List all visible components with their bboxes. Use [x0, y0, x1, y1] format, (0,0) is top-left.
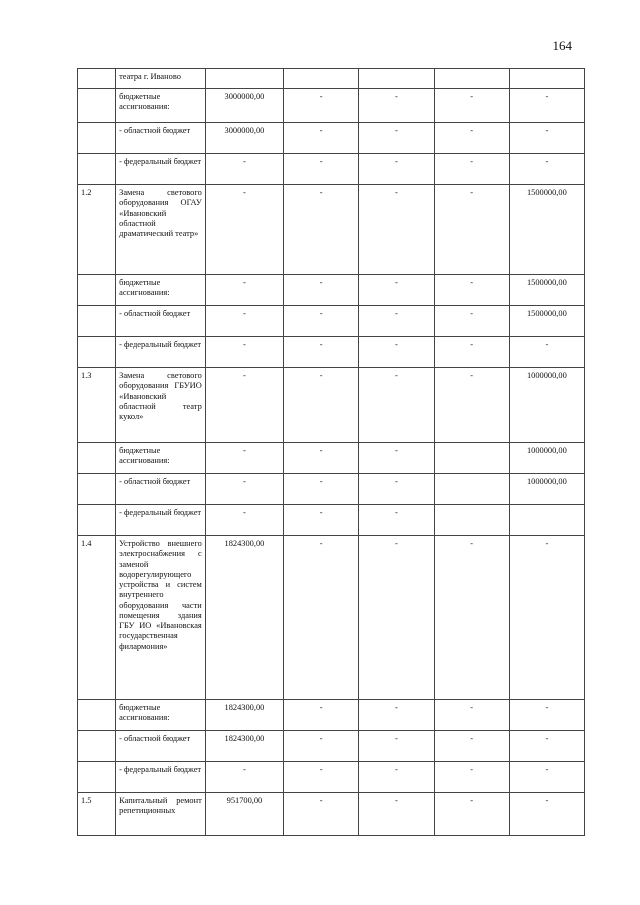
- amount-cell: -: [359, 337, 434, 368]
- table-row: [78, 762, 585, 793]
- amount-cell: -: [359, 154, 434, 185]
- amount-cell: -: [359, 89, 434, 123]
- row-number-cell: [78, 337, 116, 368]
- table-row: [78, 337, 585, 368]
- amount-cell: 1000000,00: [509, 443, 584, 474]
- amount-cell: [434, 69, 509, 89]
- table-row: [78, 185, 585, 275]
- amount-cell: [434, 443, 509, 474]
- item-name-cell: театра г. Иваново: [116, 69, 206, 89]
- row-number-cell: [78, 89, 116, 123]
- table-row: [78, 700, 585, 731]
- row-number-cell: [78, 700, 116, 731]
- amount-cell: -: [434, 731, 509, 762]
- table-row: [78, 505, 585, 536]
- item-name-cell: бюджетные ассигнования:: [116, 443, 206, 474]
- amount-cell: -: [509, 154, 584, 185]
- amount-cell: -: [359, 275, 434, 306]
- amount-cell: -: [284, 337, 359, 368]
- amount-cell: -: [434, 275, 509, 306]
- item-name-cell: - федеральный бюджет: [116, 505, 206, 536]
- amount-cell: 1000000,00: [509, 368, 584, 443]
- item-name-cell: - областной бюджет: [116, 731, 206, 762]
- table-body: [78, 69, 585, 836]
- item-name-cell: - областной бюджет: [116, 306, 206, 337]
- amount-cell: -: [284, 731, 359, 762]
- amount-cell: -: [434, 793, 509, 836]
- amount-cell: 1824300,00: [205, 700, 283, 731]
- item-name-cell: бюджетные ассигнования:: [116, 275, 206, 306]
- amount-cell: -: [359, 793, 434, 836]
- row-number-cell: 1.2: [78, 185, 116, 275]
- table-row: [78, 731, 585, 762]
- item-name-cell: Замена светового оборудования ГБУИО «Ивановский областной театр кукол»: [116, 368, 206, 443]
- item-name-cell: - областной бюджет: [116, 123, 206, 154]
- amount-cell: -: [284, 536, 359, 700]
- amount-cell: -: [434, 306, 509, 337]
- amount-cell: -: [205, 337, 283, 368]
- row-number-cell: [78, 69, 116, 89]
- amount-cell: 3000000,00: [205, 123, 283, 154]
- amount-cell: [205, 69, 283, 89]
- row-number-cell: [78, 154, 116, 185]
- amount-cell: -: [359, 700, 434, 731]
- table-row: [78, 306, 585, 337]
- item-name-cell: - федеральный бюджет: [116, 154, 206, 185]
- amount-cell: -: [284, 123, 359, 154]
- amount-cell: -: [284, 443, 359, 474]
- amount-cell: -: [284, 89, 359, 123]
- item-name-cell: Замена светового оборудования ОГАУ «Ивановский областной драматический театр»: [116, 185, 206, 275]
- row-number-cell: [78, 505, 116, 536]
- table-row: [78, 536, 585, 700]
- amount-cell: [434, 505, 509, 536]
- row-number-cell: [78, 443, 116, 474]
- amount-cell: [284, 69, 359, 89]
- row-number-cell: 1.4: [78, 536, 116, 700]
- amount-cell: -: [434, 185, 509, 275]
- item-name-cell: Устройство внешнего электроснабжения с заменой водорегулирующего устройства и систем внутреннего оборудования части помещения здания ГБУ ИО «Ивановская государственная филармония»: [116, 536, 206, 700]
- amount-cell: -: [284, 505, 359, 536]
- amount-cell: -: [509, 89, 584, 123]
- amount-cell: -: [284, 185, 359, 275]
- amount-cell: -: [359, 368, 434, 443]
- amount-cell: 1500000,00: [509, 306, 584, 337]
- amount-cell: -: [434, 536, 509, 700]
- amount-cell: 1500000,00: [509, 185, 584, 275]
- amount-cell: 1824300,00: [205, 731, 283, 762]
- amount-cell: -: [509, 337, 584, 368]
- row-number-cell: 1.5: [78, 793, 116, 836]
- amount-cell: -: [205, 368, 283, 443]
- amount-cell: [434, 474, 509, 505]
- item-name-cell: бюджетные ассигнования:: [116, 700, 206, 731]
- table-row: [78, 69, 585, 89]
- amount-cell: -: [509, 700, 584, 731]
- amount-cell: -: [205, 505, 283, 536]
- amount-cell: -: [359, 505, 434, 536]
- amount-cell: -: [359, 306, 434, 337]
- amount-cell: -: [434, 154, 509, 185]
- row-number-cell: [78, 731, 116, 762]
- item-name-cell: - областной бюджет: [116, 474, 206, 505]
- amount-cell: -: [434, 337, 509, 368]
- amount-cell: -: [284, 700, 359, 731]
- amount-cell: -: [205, 306, 283, 337]
- amount-cell: -: [359, 762, 434, 793]
- budget-table: [77, 68, 585, 836]
- amount-cell: -: [509, 536, 584, 700]
- amount-cell: -: [509, 731, 584, 762]
- amount-cell: -: [434, 123, 509, 154]
- amount-cell: -: [509, 793, 584, 836]
- amount-cell: -: [205, 185, 283, 275]
- amount-cell: -: [205, 443, 283, 474]
- item-name-cell: Капитальный ремонт репетиционных: [116, 793, 206, 836]
- amount-cell: 1000000,00: [509, 474, 584, 505]
- amount-cell: [509, 505, 584, 536]
- amount-cell: -: [284, 474, 359, 505]
- amount-cell: -: [284, 154, 359, 185]
- amount-cell: -: [359, 731, 434, 762]
- row-number-cell: [78, 762, 116, 793]
- table-row: [78, 474, 585, 505]
- table-row: [78, 275, 585, 306]
- row-number-cell: [78, 123, 116, 154]
- amount-cell: -: [284, 793, 359, 836]
- amount-cell: -: [359, 536, 434, 700]
- amount-cell: -: [434, 700, 509, 731]
- amount-cell: [359, 69, 434, 89]
- row-number-cell: [78, 275, 116, 306]
- table-row: [78, 443, 585, 474]
- amount-cell: -: [284, 306, 359, 337]
- table-row: [78, 89, 585, 123]
- row-number-cell: 1.3: [78, 368, 116, 443]
- amount-cell: -: [434, 762, 509, 793]
- table-row: [78, 123, 585, 154]
- row-number-cell: [78, 474, 116, 505]
- item-name-cell: бюджетные ассигнования:: [116, 89, 206, 123]
- amount-cell: -: [509, 762, 584, 793]
- amount-cell: -: [359, 123, 434, 154]
- amount-cell: 1500000,00: [509, 275, 584, 306]
- amount-cell: 951700,00: [205, 793, 283, 836]
- row-number-cell: [78, 306, 116, 337]
- amount-cell: 1824300,00: [205, 536, 283, 700]
- amount-cell: -: [205, 474, 283, 505]
- amount-cell: -: [509, 123, 584, 154]
- amount-cell: -: [205, 154, 283, 185]
- amount-cell: -: [205, 275, 283, 306]
- amount-cell: [509, 69, 584, 89]
- item-name-cell: - федеральный бюджет: [116, 337, 206, 368]
- amount-cell: -: [359, 474, 434, 505]
- table-row: [78, 793, 585, 836]
- table-row: [78, 368, 585, 443]
- amount-cell: -: [284, 275, 359, 306]
- table-row: [78, 154, 585, 185]
- amount-cell: -: [284, 368, 359, 443]
- item-name-cell: - федеральный бюджет: [116, 762, 206, 793]
- amount-cell: -: [205, 762, 283, 793]
- amount-cell: -: [359, 185, 434, 275]
- amount-cell: -: [434, 89, 509, 123]
- page-number: 164: [552, 38, 572, 53]
- amount-cell: 3000000,00: [205, 89, 283, 123]
- amount-cell: -: [434, 368, 509, 443]
- amount-cell: -: [284, 762, 359, 793]
- amount-cell: -: [359, 443, 434, 474]
